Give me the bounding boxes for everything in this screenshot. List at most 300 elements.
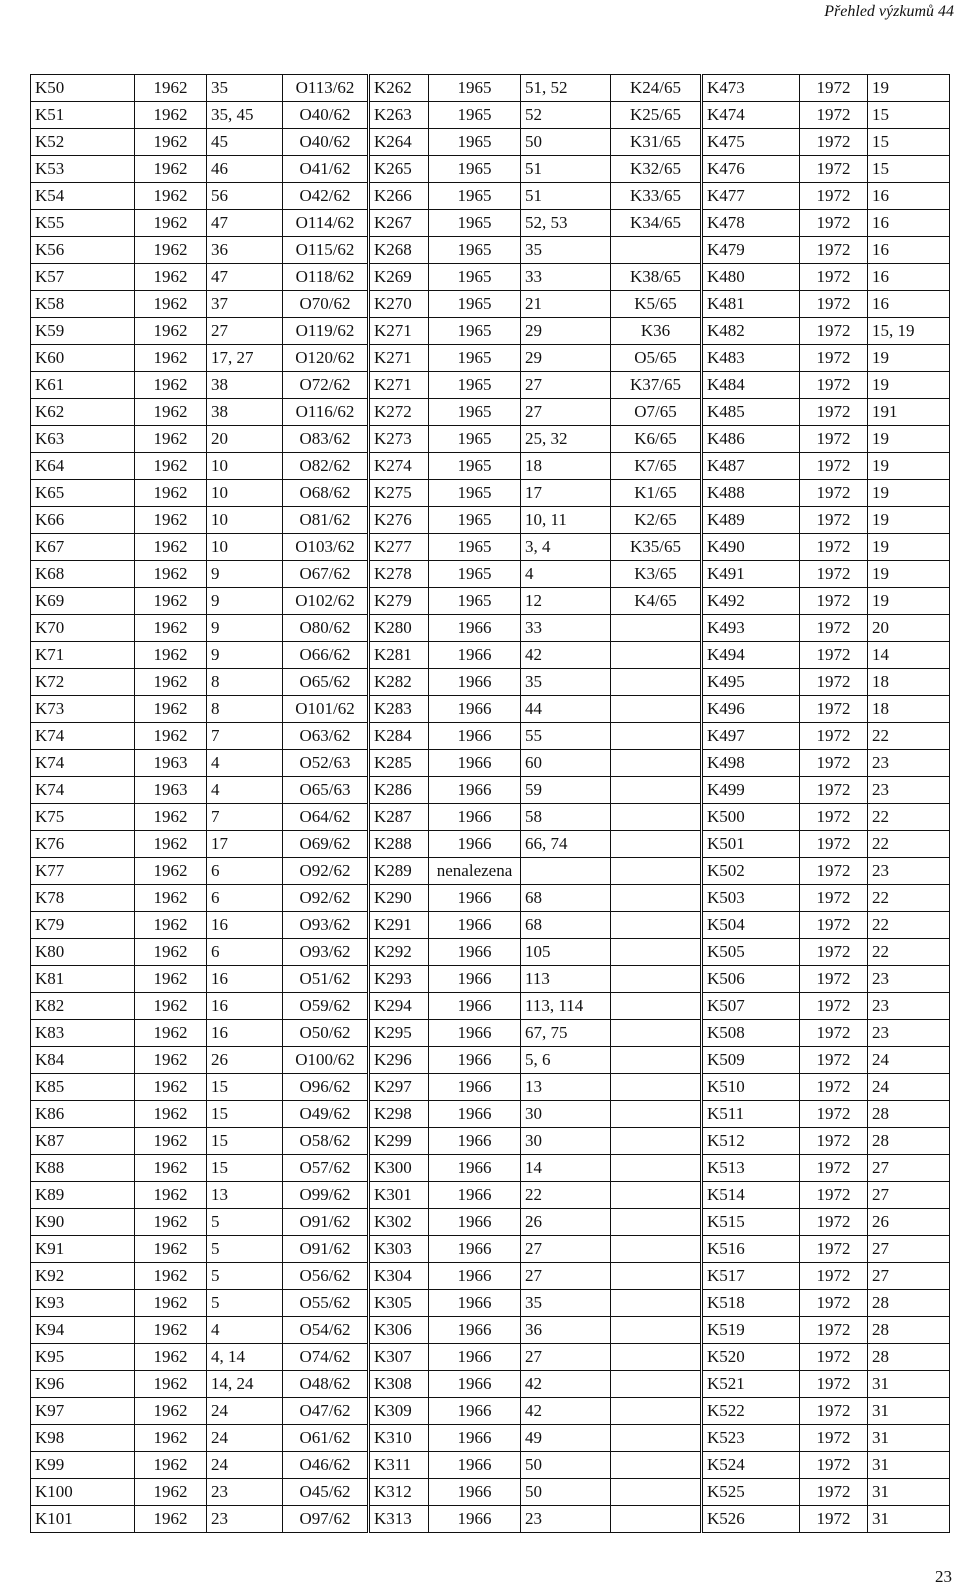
table-cell: 4 [207, 1317, 283, 1344]
table-cell: 191 [868, 399, 950, 426]
table-cell: 10 [207, 453, 283, 480]
table-cell: 1962 [135, 939, 207, 966]
table-cell: 51, 52 [521, 75, 611, 102]
table-cell: K81 [31, 966, 135, 993]
table-cell: 8 [207, 669, 283, 696]
table-cell: 23 [868, 858, 950, 885]
table-cell: K74 [31, 777, 135, 804]
table-cell: 36 [521, 1317, 611, 1344]
table-cell: 6 [207, 939, 283, 966]
table-cell: 29 [521, 318, 611, 345]
table-cell: 47 [207, 264, 283, 291]
table-cell: 1966 [429, 1452, 521, 1479]
table-cell: 23 [207, 1506, 283, 1533]
table-row [31, 345, 950, 372]
table-cell: K97 [31, 1398, 135, 1425]
table-cell: 1966 [429, 1263, 521, 1290]
table-cell: K476 [702, 156, 800, 183]
table-cell: 1972 [800, 102, 868, 129]
table-cell: K308 [369, 1371, 429, 1398]
table-cell: 1972 [800, 534, 868, 561]
table-cell: 1966 [429, 912, 521, 939]
table-row [31, 912, 950, 939]
table-cell: 16 [868, 291, 950, 318]
table-cell [611, 777, 702, 804]
table-cell: K33/65 [611, 183, 702, 210]
table-cell [611, 237, 702, 264]
table-cell: O91/62 [283, 1209, 369, 1236]
table-cell: O99/62 [283, 1182, 369, 1209]
table-cell: 24 [868, 1074, 950, 1101]
table-cell: 1962 [135, 102, 207, 129]
table-row [31, 885, 950, 912]
table-cell: O5/65 [611, 345, 702, 372]
table-row [31, 399, 950, 426]
table-cell: 36 [207, 237, 283, 264]
table-cell: 47 [207, 210, 283, 237]
table-cell: 27 [521, 372, 611, 399]
table-cell: K294 [369, 993, 429, 1020]
table-row [31, 318, 950, 345]
table-cell: K517 [702, 1263, 800, 1290]
table-cell: 1966 [429, 885, 521, 912]
table-cell: 35 [521, 669, 611, 696]
table-cell [611, 831, 702, 858]
table-cell: 26 [521, 1209, 611, 1236]
table-cell: 4 [207, 777, 283, 804]
table-cell: K57 [31, 264, 135, 291]
table-cell: 1962 [135, 588, 207, 615]
table-cell: 1966 [429, 1155, 521, 1182]
table-cell: O40/62 [283, 129, 369, 156]
table-cell: K311 [369, 1452, 429, 1479]
table-cell: 1962 [135, 561, 207, 588]
table-cell: 12 [521, 588, 611, 615]
table-cell: 1966 [429, 1047, 521, 1074]
table-cell: 1966 [429, 642, 521, 669]
table-cell: O114/62 [283, 210, 369, 237]
table-cell [611, 1317, 702, 1344]
table-cell: 1962 [135, 696, 207, 723]
table-cell: 1962 [135, 1263, 207, 1290]
table-cell: 15 [868, 129, 950, 156]
table-cell: 31 [868, 1506, 950, 1533]
table-cell: 1966 [429, 1398, 521, 1425]
table-cell: K475 [702, 129, 800, 156]
table-cell: 1972 [800, 426, 868, 453]
table-row [31, 1371, 950, 1398]
table-cell: K502 [702, 858, 800, 885]
table-cell: K310 [369, 1425, 429, 1452]
table-cell: K89 [31, 1182, 135, 1209]
table-cell: 1972 [800, 939, 868, 966]
table-cell: O63/62 [283, 723, 369, 750]
table-cell: O93/62 [283, 939, 369, 966]
table-cell: O97/62 [283, 1506, 369, 1533]
table-cell: 15 [207, 1128, 283, 1155]
table-cell: 1962 [135, 669, 207, 696]
table-cell: 1972 [800, 345, 868, 372]
table-cell: 68 [521, 912, 611, 939]
table-cell: K51 [31, 102, 135, 129]
table-cell: 23 [868, 993, 950, 1020]
table-cell: 1962 [135, 237, 207, 264]
table-cell: K486 [702, 426, 800, 453]
table-cell: 52, 53 [521, 210, 611, 237]
table-cell: 19 [868, 345, 950, 372]
table-cell: K274 [369, 453, 429, 480]
table-cell: K515 [702, 1209, 800, 1236]
table-cell: K295 [369, 1020, 429, 1047]
table-cell: K520 [702, 1344, 800, 1371]
table-cell: 1962 [135, 534, 207, 561]
table-cell: 1966 [429, 966, 521, 993]
table-cell: K496 [702, 696, 800, 723]
table-cell: 1962 [135, 480, 207, 507]
table-cell: 1962 [135, 1236, 207, 1263]
table-cell: 1972 [800, 696, 868, 723]
table-cell: O67/62 [283, 561, 369, 588]
table-cell: 1962 [135, 1344, 207, 1371]
table-cell: K504 [702, 912, 800, 939]
table-cell: O46/62 [283, 1452, 369, 1479]
table-cell: 15 [207, 1155, 283, 1182]
table-cell: nenalezena [429, 858, 521, 885]
table-cell: 16 [207, 993, 283, 1020]
table-cell: 10 [207, 507, 283, 534]
table-cell: 1962 [135, 642, 207, 669]
table-cell: 1962 [135, 426, 207, 453]
table-cell: 1962 [135, 912, 207, 939]
table-cell: O80/62 [283, 615, 369, 642]
table-cell: 50 [521, 1479, 611, 1506]
table-cell: K68 [31, 561, 135, 588]
table-cell: K92 [31, 1263, 135, 1290]
table-cell: K290 [369, 885, 429, 912]
table-cell: 1962 [135, 1155, 207, 1182]
table-cell: K7/65 [611, 453, 702, 480]
table-cell [611, 1479, 702, 1506]
table-cell: K3/65 [611, 561, 702, 588]
table-cell: O68/62 [283, 480, 369, 507]
table-cell: 1962 [135, 1317, 207, 1344]
table-cell: 1966 [429, 1128, 521, 1155]
table-cell: 1972 [800, 210, 868, 237]
table-cell: O74/62 [283, 1344, 369, 1371]
table-cell: 1972 [800, 480, 868, 507]
table-cell: 6 [207, 885, 283, 912]
table-cell: 22 [868, 939, 950, 966]
table-cell: O103/62 [283, 534, 369, 561]
table-cell: 1972 [800, 1371, 868, 1398]
table-cell: O54/62 [283, 1317, 369, 1344]
table-cell: K269 [369, 264, 429, 291]
table-row [31, 426, 950, 453]
table-cell: K61 [31, 372, 135, 399]
table-row [31, 831, 950, 858]
table-row [31, 1101, 950, 1128]
table-cell: 1962 [135, 156, 207, 183]
table-cell: 17 [207, 831, 283, 858]
table-cell: 1965 [429, 237, 521, 264]
table-row [31, 1425, 950, 1452]
table-cell: 19 [868, 372, 950, 399]
table-cell: O42/62 [283, 183, 369, 210]
table-cell: K512 [702, 1128, 800, 1155]
table-cell [611, 750, 702, 777]
table-cell: 17 [521, 480, 611, 507]
table-cell: 1972 [800, 1101, 868, 1128]
table-cell: 60 [521, 750, 611, 777]
table-cell: 15 [207, 1101, 283, 1128]
table-cell: K87 [31, 1128, 135, 1155]
table-cell: K301 [369, 1182, 429, 1209]
table-cell: 1972 [800, 777, 868, 804]
table-cell: 28 [868, 1101, 950, 1128]
table-cell: 30 [521, 1128, 611, 1155]
table-row [31, 1344, 950, 1371]
table-cell: K52 [31, 129, 135, 156]
table-row [31, 156, 950, 183]
table-row [31, 75, 950, 102]
table-cell: K67 [31, 534, 135, 561]
table-cell [611, 912, 702, 939]
table-cell: K526 [702, 1506, 800, 1533]
table-row [31, 939, 950, 966]
table-cell: 5, 6 [521, 1047, 611, 1074]
table-row [31, 669, 950, 696]
table-cell: 1962 [135, 723, 207, 750]
table-cell: 1965 [429, 210, 521, 237]
table-cell: 1972 [800, 993, 868, 1020]
table-row [31, 129, 950, 156]
table-cell: K483 [702, 345, 800, 372]
table-cell: 42 [521, 1371, 611, 1398]
table-cell: 1972 [800, 1128, 868, 1155]
table-cell: 1962 [135, 75, 207, 102]
table-cell: 16 [868, 264, 950, 291]
table-cell: 18 [868, 696, 950, 723]
table-cell: 1972 [800, 1263, 868, 1290]
table-cell: O101/62 [283, 696, 369, 723]
table-cell: K519 [702, 1317, 800, 1344]
table-row [31, 210, 950, 237]
table-cell: K282 [369, 669, 429, 696]
table-cell: 1962 [135, 507, 207, 534]
table-cell: 25, 32 [521, 426, 611, 453]
table-cell: O58/62 [283, 1128, 369, 1155]
table-cell: 1962 [135, 1398, 207, 1425]
table-cell: 46 [207, 156, 283, 183]
table-cell [611, 966, 702, 993]
table-row [31, 1020, 950, 1047]
table-cell [611, 1506, 702, 1533]
table-cell: 19 [868, 507, 950, 534]
table-cell: 1972 [800, 750, 868, 777]
table-cell: 3, 4 [521, 534, 611, 561]
table-cell [611, 615, 702, 642]
table-cell: 50 [521, 129, 611, 156]
table-cell: 19 [868, 588, 950, 615]
table-cell: K55 [31, 210, 135, 237]
table-cell: 42 [521, 642, 611, 669]
table-cell: 23 [521, 1506, 611, 1533]
table-row [31, 1452, 950, 1479]
table-cell: O56/62 [283, 1263, 369, 1290]
table-cell: K506 [702, 966, 800, 993]
table-cell: K35/65 [611, 534, 702, 561]
table-cell: 105 [521, 939, 611, 966]
table-cell: O120/62 [283, 345, 369, 372]
table-cell: 1972 [800, 372, 868, 399]
table-cell: 1972 [800, 399, 868, 426]
table-cell: K265 [369, 156, 429, 183]
table-cell: K93 [31, 1290, 135, 1317]
table-cell: K64 [31, 453, 135, 480]
table-cell: 1962 [135, 399, 207, 426]
table-cell: 1965 [429, 453, 521, 480]
table-cell: K54 [31, 183, 135, 210]
table-cell: 1962 [135, 804, 207, 831]
table-cell: 1972 [800, 1047, 868, 1074]
table-row [31, 993, 950, 1020]
table-cell: 16 [868, 237, 950, 264]
table-cell: 1972 [800, 1074, 868, 1101]
table-cell: 1972 [800, 291, 868, 318]
table-cell: O45/62 [283, 1479, 369, 1506]
table-cell: K271 [369, 318, 429, 345]
table-cell: K300 [369, 1155, 429, 1182]
table-cell: 9 [207, 588, 283, 615]
table-cell: 15, 19 [868, 318, 950, 345]
table-body [31, 75, 950, 1533]
table-cell: K50 [31, 75, 135, 102]
table-cell: K91 [31, 1236, 135, 1263]
table-cell: K277 [369, 534, 429, 561]
table-cell: K514 [702, 1182, 800, 1209]
table-cell: 14 [521, 1155, 611, 1182]
table-cell: O69/62 [283, 831, 369, 858]
table-cell: O92/62 [283, 885, 369, 912]
table-cell: K473 [702, 75, 800, 102]
table-row [31, 777, 950, 804]
table-cell: 21 [521, 291, 611, 318]
table-row [31, 1290, 950, 1317]
table-cell [611, 1047, 702, 1074]
table-cell: 1966 [429, 993, 521, 1020]
table-cell: 50 [521, 1452, 611, 1479]
table-cell: 9 [207, 561, 283, 588]
table-cell: K270 [369, 291, 429, 318]
table-cell: 19 [868, 426, 950, 453]
table-cell: K306 [369, 1317, 429, 1344]
table-cell: 1965 [429, 75, 521, 102]
table-cell: 1962 [135, 966, 207, 993]
table-cell: K510 [702, 1074, 800, 1101]
table-cell: K74 [31, 750, 135, 777]
table-cell: 28 [868, 1344, 950, 1371]
table-cell [611, 1452, 702, 1479]
table-cell: K263 [369, 102, 429, 129]
table-cell: 1965 [429, 534, 521, 561]
table-cell: 5 [207, 1290, 283, 1317]
table-cell: O96/62 [283, 1074, 369, 1101]
table-cell: K82 [31, 993, 135, 1020]
table-cell: 30 [521, 1101, 611, 1128]
table-row [31, 507, 950, 534]
table-cell: O40/62 [283, 102, 369, 129]
table-cell: 1966 [429, 1236, 521, 1263]
table-cell: 1972 [800, 453, 868, 480]
table-cell: 1962 [135, 264, 207, 291]
table-cell: 10, 11 [521, 507, 611, 534]
table-cell: 23 [868, 1020, 950, 1047]
table-cell: 1972 [800, 183, 868, 210]
table-cell: O65/62 [283, 669, 369, 696]
table-cell: K272 [369, 399, 429, 426]
table-cell: 23 [868, 966, 950, 993]
table-cell: O83/62 [283, 426, 369, 453]
table-cell [611, 642, 702, 669]
table-cell [611, 1182, 702, 1209]
table-cell: K287 [369, 804, 429, 831]
table-cell: K100 [31, 1479, 135, 1506]
table-cell: O66/62 [283, 642, 369, 669]
table-cell: K32/65 [611, 156, 702, 183]
table-cell [611, 1020, 702, 1047]
table-cell: 1966 [429, 1479, 521, 1506]
page-number: 23 [935, 1567, 952, 1586]
table-cell: K96 [31, 1371, 135, 1398]
table-cell: 9 [207, 642, 283, 669]
table-cell: 19 [868, 561, 950, 588]
table-cell: K101 [31, 1506, 135, 1533]
table-cell: 5 [207, 1263, 283, 1290]
table-cell: K500 [702, 804, 800, 831]
table-cell: K65 [31, 480, 135, 507]
table-cell: O49/62 [283, 1101, 369, 1128]
table-cell: K509 [702, 1047, 800, 1074]
table-cell: K24/65 [611, 75, 702, 102]
table-cell: 35, 45 [207, 102, 283, 129]
table-cell: K273 [369, 426, 429, 453]
table-cell [611, 1263, 702, 1290]
table-cell: K58 [31, 291, 135, 318]
table-cell: 27 [868, 1236, 950, 1263]
table-cell: K503 [702, 885, 800, 912]
table-cell: K79 [31, 912, 135, 939]
table-cell: 35 [521, 237, 611, 264]
table-row [31, 1155, 950, 1182]
table-cell: 31 [868, 1398, 950, 1425]
table-cell: 1972 [800, 1452, 868, 1479]
table-cell: K275 [369, 480, 429, 507]
table-cell: O70/62 [283, 291, 369, 318]
table-cell: O48/62 [283, 1371, 369, 1398]
table-cell: 27 [207, 318, 283, 345]
table-cell: 16 [868, 183, 950, 210]
table-cell: 20 [868, 615, 950, 642]
table-cell: K86 [31, 1101, 135, 1128]
table-cell: 33 [521, 615, 611, 642]
table-cell: 15 [868, 156, 950, 183]
table-cell: K498 [702, 750, 800, 777]
table-cell: K76 [31, 831, 135, 858]
table-cell: O93/62 [283, 912, 369, 939]
table-cell: 1966 [429, 696, 521, 723]
table-cell: K297 [369, 1074, 429, 1101]
table-cell: K523 [702, 1425, 800, 1452]
